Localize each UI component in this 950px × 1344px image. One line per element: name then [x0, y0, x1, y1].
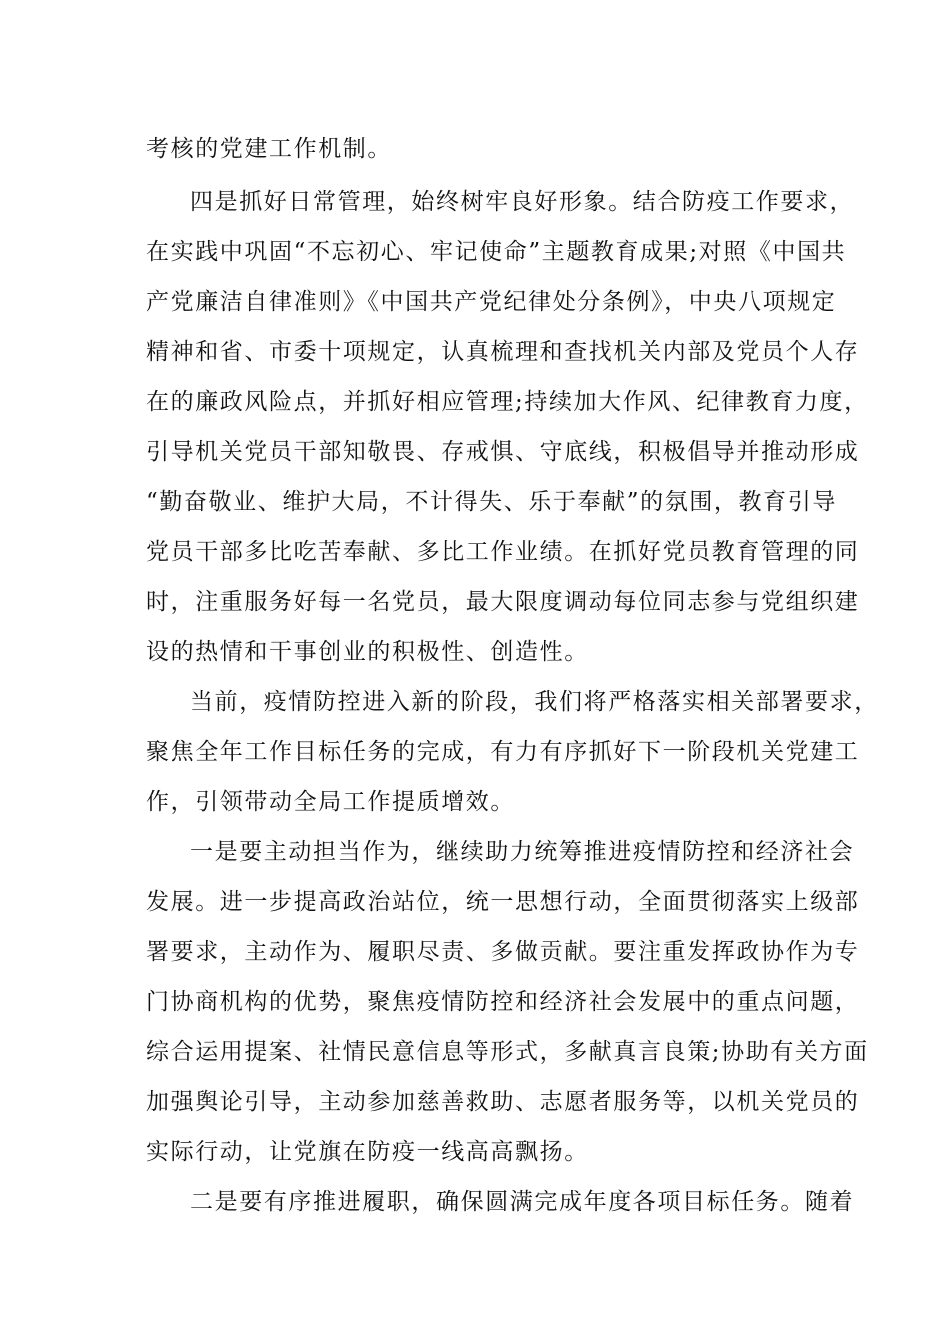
paragraph-current-line-2: 聚焦全年工作目标任务的完成，有力有序抓好下一阶段机关党建工: [146, 739, 860, 765]
paragraph-one-line-1: 一是要主动担当作为，继续助力统筹推进疫情防控和经济社会: [190, 839, 855, 865]
paragraph-4-line-1: 四是抓好日常管理，始终树牢良好形象。结合防疫工作要求，: [190, 189, 855, 215]
paragraph-4-line-9: 时，注重服务好每一名党员，最大限度调动每位同志参与党组织建: [146, 589, 860, 615]
paragraph-4-line-6: 引导机关党员干部知敬畏、存戒惧、守底线，积极倡导并推动形成: [146, 439, 860, 465]
paragraph-current-line-3: 作，引领带动全局工作提质增效。: [146, 789, 515, 815]
paragraph-4-line-2: 在实践中巩固“不忘初心、牢记使命”主题教育成果;对照《中国共: [146, 239, 847, 265]
paragraph-one-line-5: 综合运用提案、社情民意信息等形式，多献真言良策;协助有关方面: [146, 1039, 869, 1065]
paragraph-two-line-1: 二是要有序推进履职，确保圆满完成年度各项目标任务。随着: [190, 1189, 855, 1215]
paragraph-one-line-7: 实际行动，让党旗在防疫一线高高飘扬。: [146, 1139, 589, 1165]
paragraph-one-line-2: 发展。进一步提高政治站位，统一思想行动，全面贯彻落实上级部: [146, 889, 860, 915]
paragraph-4-line-8: 党员干部多比吃苦奉献、多比工作业绩。在抓好党员教育管理的同: [146, 539, 860, 565]
paragraph-one-line-3: 署要求，主动作为、履职尽责、多做贡献。要注重发挥政协作为专: [146, 939, 860, 965]
paragraph-4-line-4: 精神和省、市委十项规定，认真梳理和查找机关内部及党员个人存: [146, 339, 860, 365]
paragraph-one-line-4: 门协商机构的优势，聚焦疫情防控和经济社会发展中的重点问题，: [146, 989, 860, 1015]
text-line-1: 考核的党建工作机制。: [146, 136, 392, 162]
paragraph-4-line-3: 产党廉洁自律准则》《中国共产党纪律处分条例》，中央八项规定: [146, 289, 837, 315]
paragraph-4-line-5: 在的廉政风险点，并抓好相应管理;持续加大作风、纪律教育力度，: [146, 389, 869, 415]
paragraph-4-line-10: 设的热情和干事创业的积极性、创造性。: [146, 639, 589, 665]
paragraph-current-line-1: 当前，疫情防控进入新的阶段，我们将严格落实相关部署要求，: [190, 689, 879, 715]
paragraph-4-line-7: “勤奋敬业、维护大局，不计得失、乐于奉献”的氛围，教育引导: [146, 489, 837, 515]
paragraph-one-line-6: 加强舆论引导，主动参加慈善救助、志愿者服务等，以机关党员的: [146, 1089, 860, 1115]
